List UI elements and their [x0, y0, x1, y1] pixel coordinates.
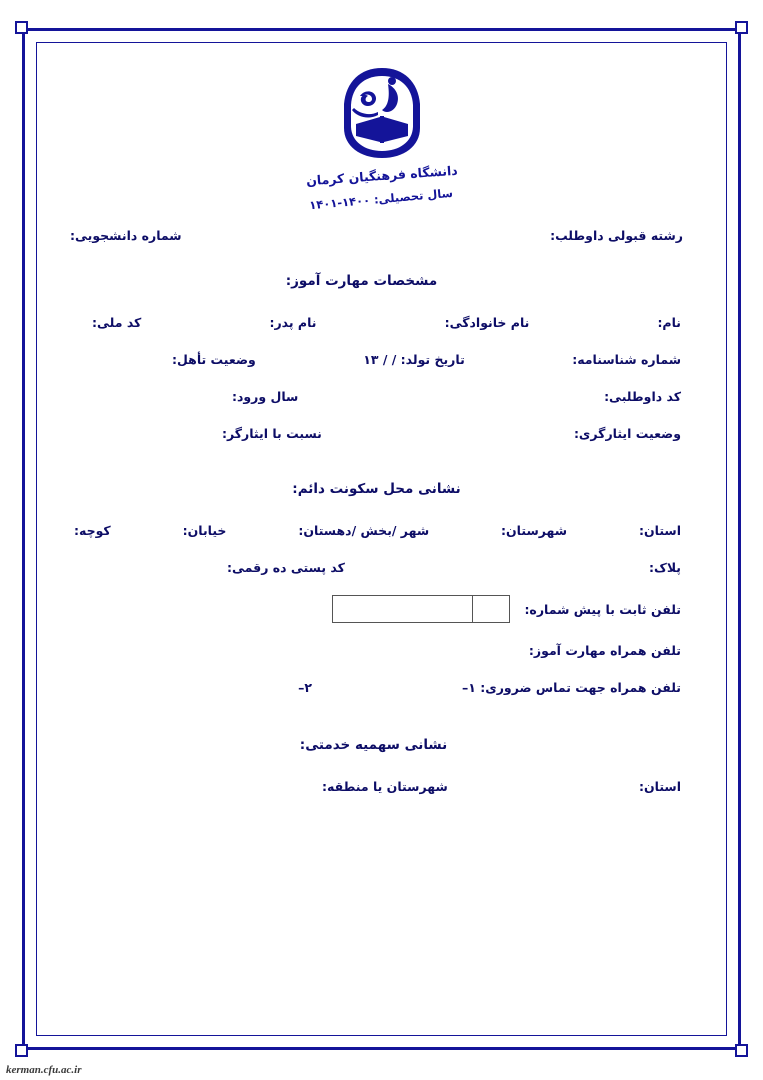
quota-address-row: [52, 779, 711, 794]
section-title-skill-trainee: مشخصات مهارت آموز:: [285, 273, 438, 289]
field-label-province: استان:: [638, 523, 681, 538]
field-label-alley: کوچه:: [74, 523, 111, 538]
address-fields-row-1: [52, 523, 711, 538]
field-label-entry-year: سال ورود:: [232, 389, 299, 404]
form-content: [52, 48, 711, 1030]
field-label-veteran-status: وضعیت ایثارگری:: [573, 426, 681, 441]
landline-row: [52, 595, 711, 623]
field-label-first-name: نام:: [657, 315, 681, 330]
field-label-marital-status: وضعیت تأهل:: [172, 352, 256, 367]
logo-block: [52, 62, 711, 213]
field-label-major: رشته قبولی داوطلب:: [550, 228, 683, 243]
field-label-student-number: شماره دانشجویی:: [70, 228, 182, 243]
logo-caption: دانشگاه فرهنگیان کرمان: [305, 162, 458, 189]
field-label-birth-certificate-number: شماره شناسنامه:: [572, 352, 681, 367]
field-label-last-name: نام خانوادگی:: [444, 315, 530, 330]
identity-fields-row: [52, 352, 711, 367]
corner-mark-bottom-left: [15, 1044, 28, 1057]
landline-input-boxes: [332, 595, 510, 623]
landline-number-box[interactable]: [332, 595, 472, 623]
field-label-emergency-mobile-1: تلفن همراه جهت تماس ضروری: ۱–: [462, 680, 681, 695]
trainee-mobile-row: [52, 643, 711, 658]
field-label-landline: تلفن ثابت با پیش شماره:: [524, 601, 681, 617]
field-label-national-code: کد ملی:: [92, 315, 142, 330]
field-label-birth-date: تاریخ تولد: / / ۱۳: [363, 352, 465, 367]
corner-mark-bottom-right: [735, 1044, 748, 1057]
emergency-mobile-row: [52, 680, 711, 695]
address-fields-row-2: [52, 560, 711, 575]
field-label-county: شهرستان:: [501, 523, 568, 538]
academic-year-label: سال تحصیلی: ۱۴۰۰-۱۴۰۱: [309, 185, 454, 213]
field-label-emergency-mobile-2: ۲–: [298, 680, 313, 695]
field-label-father-name: نام پدر:: [269, 315, 317, 330]
field-label-trainee-mobile: تلفن همراه مهارت آموز:: [528, 643, 681, 658]
applicant-fields-row: [52, 389, 711, 404]
field-label-quota-province: استان:: [638, 779, 681, 794]
field-label-city-district: شهر /بخش /دهستان:: [298, 523, 430, 538]
field-label-street: خیابان:: [182, 523, 227, 538]
landline-area-code-box[interactable]: [472, 595, 510, 623]
corner-mark-top-right: [735, 21, 748, 34]
corner-mark-top-left: [15, 21, 28, 34]
footer-site-url: kerman.cfu.ac.ir: [6, 1064, 82, 1076]
field-label-veteran-relation: نسبت با ایثارگر:: [222, 426, 322, 441]
field-label-applicant-code: کد داوطلبی:: [604, 389, 681, 404]
field-label-postal-code: کد پستی ده رقمی:: [227, 560, 345, 575]
section-title-permanent-address: نشانی محل سکونت دائم:: [292, 481, 461, 497]
name-fields-row: [52, 315, 711, 330]
veteran-fields-row: [52, 426, 711, 441]
section-title-service-quota: نشانی سهمیه خدمتی:: [299, 737, 448, 753]
university-crest-icon: [330, 62, 434, 166]
header-fields-row: [52, 228, 711, 243]
field-label-quota-county: شهرستان یا منطقه:: [322, 779, 448, 794]
bordered-page-frame: [22, 28, 741, 1050]
field-label-plaque: پلاک:: [649, 560, 681, 575]
